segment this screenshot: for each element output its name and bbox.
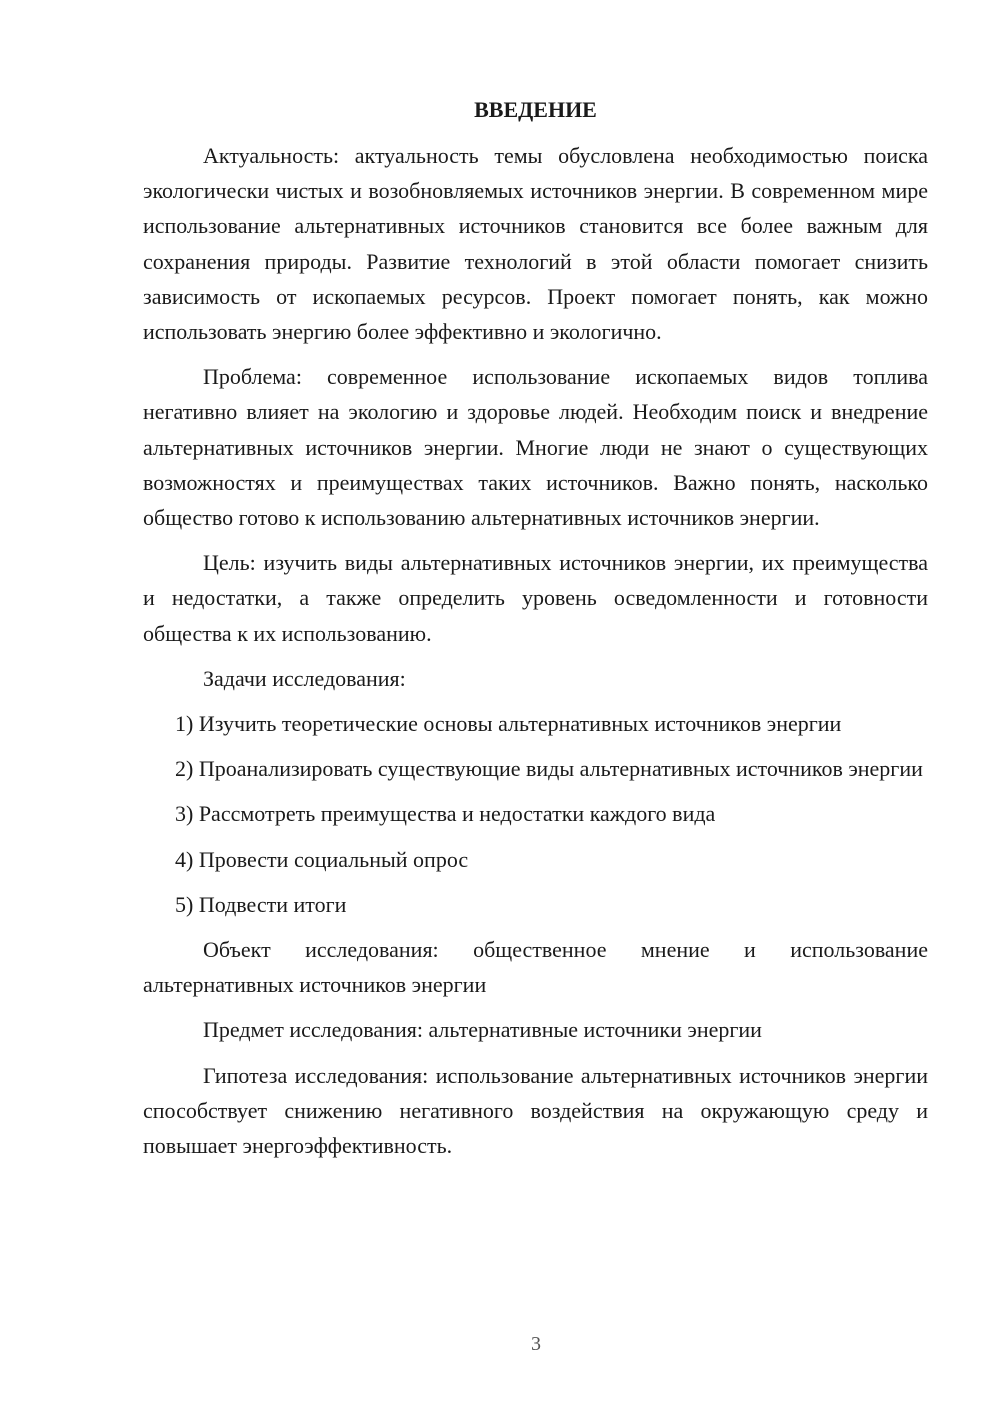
paragraph-goal: Цель: изучить виды альтернативных источников энергии, их преимущества и недостатки, а также определить уровень осведомленности и готовности общества к их использованию. [143,550,928,646]
section-title: ВВЕДЕНИЕ [474,97,597,122]
task-item: 4) Провести социальный опрос [175,846,469,872]
paragraph-hypothesis: Гипотеза исследования: использование альтернативных источников энергии способствует снижению негативного воздействия на окружающую среду и повышает энергоэффективность. [143,1062,928,1159]
paragraph-relevance: Актуальность: актуальность темы обусловлена необходимостью поиска экологически чистых и возобновляемых источников энергии. В современном мире использование альтернативных источников становится все более важным для сохранения природы. Развитие технологий в этой области помогает снизить зависимость от ископаемых ресурсов. Проект помогает понять, как можно использовать энергию более эффективно и экологично. [143,143,928,345]
document-page [143,92,928,1173]
paragraph-subject: Предмет исследования: альтернативные источники энергии [203,1017,762,1043]
task-item: 5) Подвести итоги [175,891,347,917]
paragraph-problem: Проблема: современное использование ископаемых видов топлива негативно влияет на экологию и здоровье людей. Необходим поиск и внедрение альтернативных источников энергии. Многие люди не знают о существующих возможностях и преимуществах таких источников. Важно понять, насколько общество готово к использованию альтернативных источников энергии. [143,364,928,531]
task-item: 3) Рассмотреть преимущества и недостатки каждого вида [175,801,716,827]
task-item: 2) Проанализировать существующие виды альтернативных источников энергии [175,756,923,782]
tasks-heading: Задачи исследования: [203,665,406,691]
task-item: 1) Изучить теоретические основы альтернативных источников энергии [175,711,842,737]
page-number: 3 [531,1333,541,1355]
paragraph-object: Объект исследования: общественное мнение и использование альтернативных источников энергии [143,937,928,998]
